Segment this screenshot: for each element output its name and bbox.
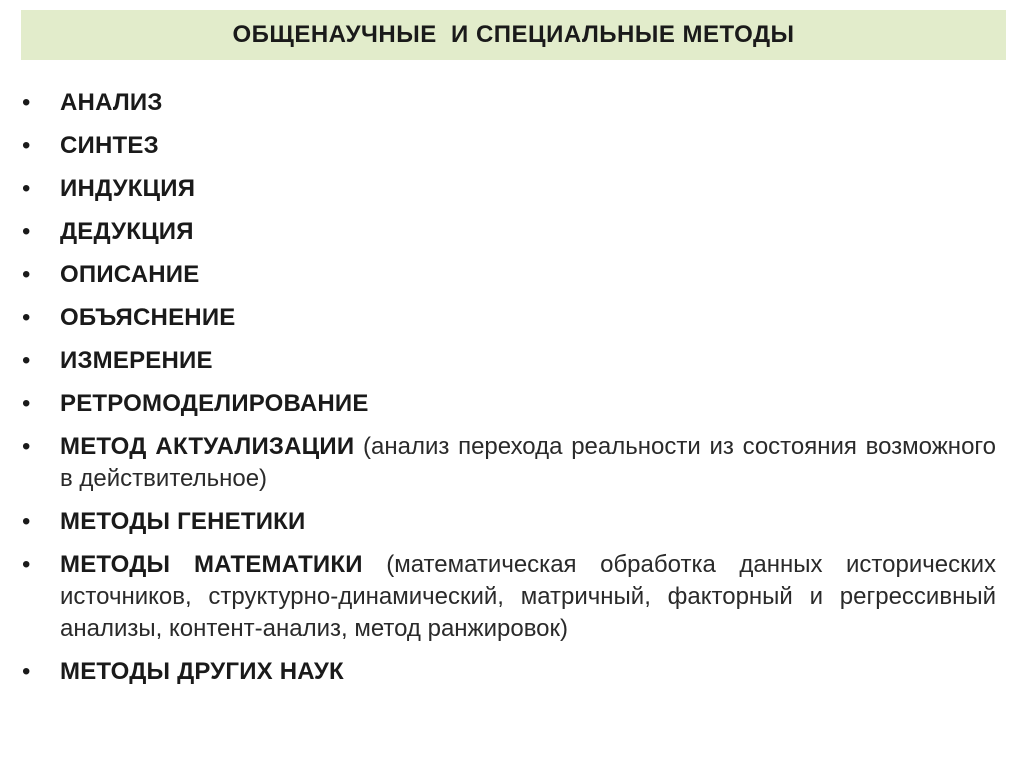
title-banner xyxy=(21,10,1006,60)
list-item xyxy=(16,302,996,334)
bullet-icon: • xyxy=(22,132,31,159)
list-item xyxy=(16,431,996,495)
bullet-icon: • xyxy=(22,89,31,116)
bullet-icon: • xyxy=(22,508,31,535)
list-item xyxy=(16,549,996,645)
method-description: (математическая обработка данных исторических источников, структурно-динамический, матричный, факторный и регрессивный анализы, контент-анализ, метод ранжировок) xyxy=(60,551,996,642)
method-term: ИНДУКЦИЯ xyxy=(60,175,196,202)
method-term: МЕТОД АКТУАЛИЗАЦИИ xyxy=(60,433,355,460)
bullet-icon: • xyxy=(22,304,31,331)
bullet-icon: • xyxy=(22,658,31,685)
method-term: АНАЛИЗ xyxy=(60,89,163,116)
method-term: ОБЪЯСНЕНИЕ xyxy=(60,304,236,331)
bullet-icon: • xyxy=(22,261,31,288)
method-term: МЕТОДЫ ГЕНЕТИКИ xyxy=(60,508,306,535)
method-term: ОПИСАНИЕ xyxy=(60,261,200,288)
method-term: РЕТРОМОДЕЛИРОВАНИЕ xyxy=(60,390,369,417)
bullet-icon: • xyxy=(22,175,31,202)
method-term: МЕТОДЫ МАТЕМАТИКИ xyxy=(60,551,363,578)
bullet-icon: • xyxy=(22,390,31,417)
method-term: СИНТЕЗ xyxy=(60,132,159,159)
list-item xyxy=(16,87,996,119)
bullet-icon: • xyxy=(22,218,31,245)
slide-title: ОБЩЕНАУЧНЫЕ И СПЕЦИАЛЬНЫЕ МЕТОДЫ xyxy=(232,21,795,48)
list-item xyxy=(16,130,996,162)
list-item xyxy=(16,173,996,205)
list-item xyxy=(16,345,996,377)
bullet-icon: • xyxy=(22,551,31,578)
bullet-icon: • xyxy=(22,347,31,374)
list-item xyxy=(16,216,996,248)
list-item xyxy=(16,656,996,688)
method-description: (анализ перехода реальности из состояния возможного в действительное) xyxy=(60,433,996,492)
methods-list xyxy=(16,87,996,699)
bullet-icon: • xyxy=(22,433,31,460)
list-item xyxy=(16,259,996,291)
method-term: ДЕДУКЦИЯ xyxy=(60,218,194,245)
method-term: МЕТОДЫ ДРУГИХ НАУК xyxy=(60,658,344,685)
list-item xyxy=(16,388,996,420)
method-term: ИЗМЕРЕНИЕ xyxy=(60,347,213,374)
list-item xyxy=(16,506,996,538)
